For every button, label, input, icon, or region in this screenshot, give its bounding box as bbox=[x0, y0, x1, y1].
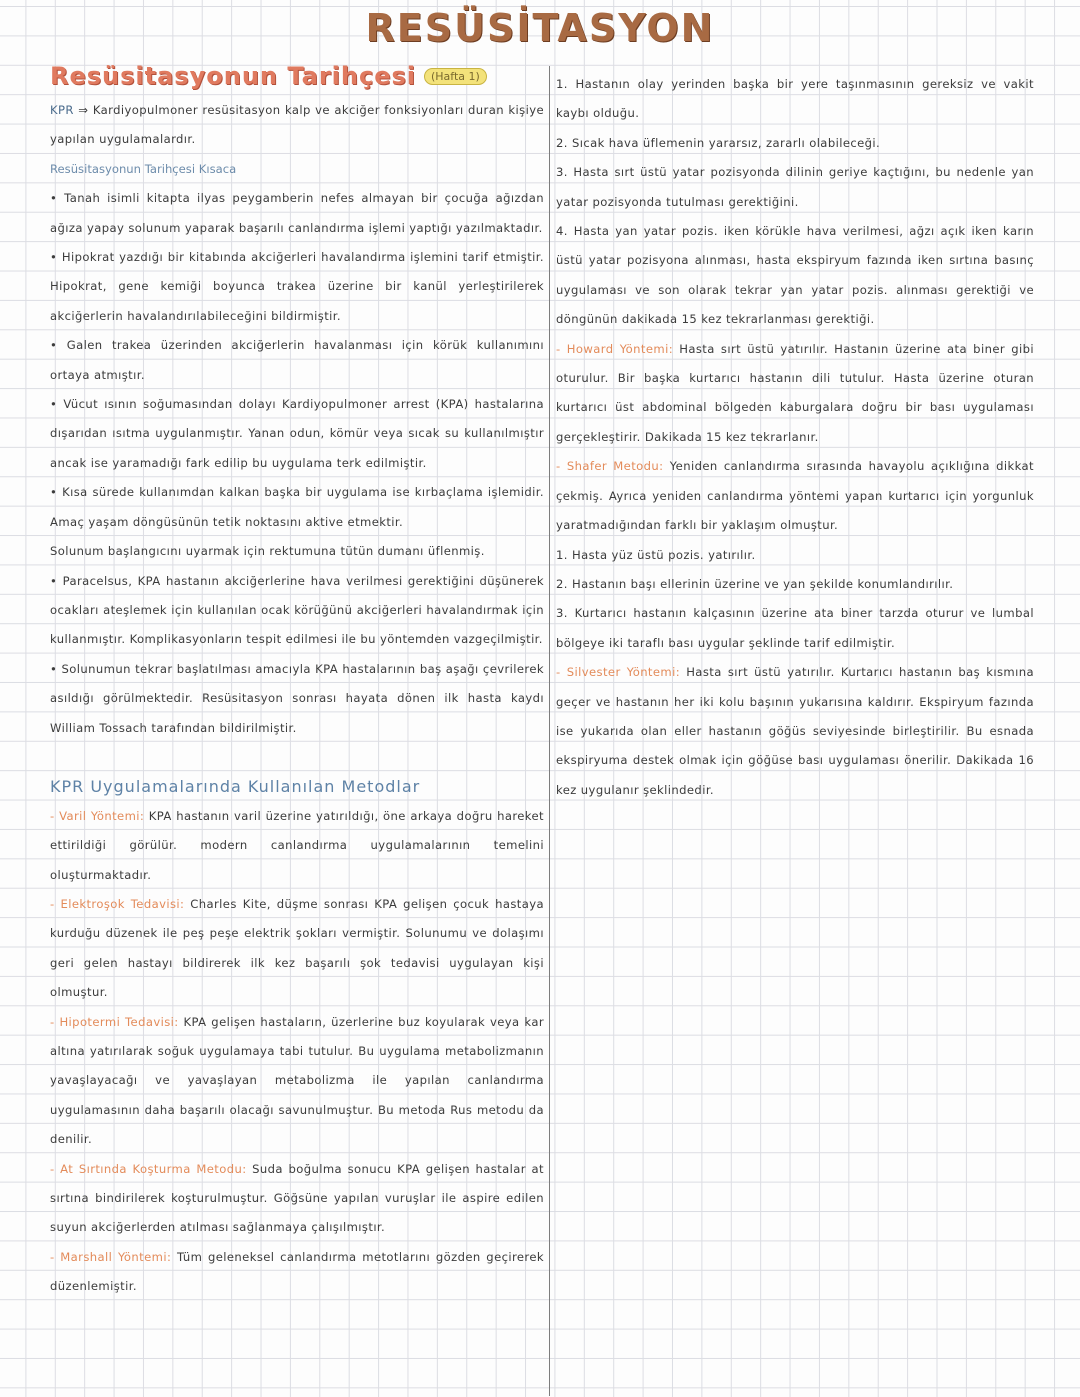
history-subheading: Resüsitasyonun Tarihçesi Kısaca bbox=[50, 161, 237, 176]
method-item bbox=[50, 1008, 544, 1155]
right-column bbox=[556, 60, 1034, 805]
history-item: • Solunumun tekrar başlatılması amacıyla KPA hastalarının baş aşağı çevrilerek asıldığı görülmektedir. Resüsitasyon sonrası hayata dönen ilk hasta kaydı William Tossach tarafından bildirilmiştir. bbox=[50, 661, 544, 735]
shafer-step: 1. Hasta yüz üstü pozis. yatırılır. bbox=[556, 547, 756, 562]
history-item: • Hipokrat yazdığı bir kitabında akciğerleri havalandırma işlemini tarif etmiştir. Hipokrat, gene kemiği boyunca trakea üzerine bir kanül yerleştirilerek akciğerlerin havalandırılabileceğini bildirmiştir. bbox=[50, 250, 544, 323]
page-title: RESÜSİTASYON bbox=[365, 6, 715, 50]
method-text: KPA gelişen hastaların, üzerlerine buz koyularak veya kar altına yatırılarak soğuk uygulamaya tabi tutulur. Bu uygulama metabolizmanın yavaşlayacağı ve yavaşlayan metabolizma ile yapılan canlandırma uygulamasının daha başarılı olacağı savunulmuştur. Bu metoda Rus metodu da denilir. bbox=[50, 1014, 544, 1147]
method-term: - Marshall Yöntemi: bbox=[50, 1249, 172, 1264]
method-text: KPA hastanın varil üzerine yatırıldığı, öne arkaya doğru hareket ettirildiği görülür. modern canlandırma uygulamalarının temelini oluşturmaktadır. bbox=[50, 808, 544, 882]
method-item bbox=[556, 658, 1034, 805]
method-item bbox=[50, 890, 544, 1008]
history-item: • Paracelsus, KPA hastanın akciğerlerine hava verilmesi gerektiğini düşünerek ocakları ateşlemek için kullanılan ocak körüğünü akciğerleri havalandırmak için kullanmıştır. Komplikasyonların tespit edilmesi ile bu yöntemden vazgeçilmiştir. bbox=[50, 573, 544, 647]
method-text: Hasta sırt üstü yatırılır. Kurtarıcı hastanın baş kısmına geçer ve hastanın her iki kolu başının yukarısına kaldırır. Ekspiryum fazında ise yukarıda olan eller hastanın göğüs seviyesinde birleştirilir. Bu esnada ekspiryuma destek olmak için göğüse bası uygulaması önerilir. Dakikada 16 kez uygulanır şeklindedir. bbox=[556, 665, 1035, 797]
method-item bbox=[50, 1243, 544, 1302]
column-divider bbox=[549, 66, 550, 1396]
method-text: Yeniden canlandırma sırasında havayolu açıklığına dikkat çekmiş. Ayrıca yeniden canlandırma yöntemi yapan kurtarıcı için yorgunluk yaratmadığından farklı bir yaklaşım olmuştur. bbox=[556, 459, 1034, 533]
kpr-abbreviation: KPR bbox=[50, 103, 74, 117]
history-item: • Vücut ısının soğumasından dolayı Kardiyopulmoner arrest (KPA) hastalarına dışarıdan ısıtma uygulanmıştır. Yanan odun, kömür veya sıcak su kullanılmıştır ancak ise yaramadığı fark edilip bu uygulama terk edilmiştir. bbox=[50, 397, 544, 470]
method-text: Hasta sırt üstü yatırılır. Hastanın üzerine ata biner gibi oturulur. Bir başka kurtarıcı hastanın dili tutulur. Hasta üzerine oturan kurtarıcı üst abdominal bölgeden kaburgalara doğru bir bası uygulaması gerçekleştirir. Dakikada 15 kez tekrarlanır. bbox=[556, 341, 1034, 444]
method-text: Tüm geleneksel canlandırma metotlarını gözden geçirerek düzenlemiştir. bbox=[50, 1249, 544, 1294]
method-term: - Silvester Yöntemi: bbox=[556, 665, 681, 680]
shafer-step: 3. Kurtarıcı hastanın kalçasının üzerine ata biner tarzda oturur ve lumbal bölgeye iki taraflı bası uygular şeklinde tarif edilmiştir. bbox=[556, 606, 1034, 650]
shafer-step: 2. Hastanın başı ellerinin üzerine ve yan şekilde konumlandırılır. bbox=[556, 576, 954, 591]
methods-heading: KPR Uygulamalarında Kullanılan Metodlar bbox=[50, 777, 421, 797]
method-text: Suda boğulma sonucu KPA gelişen hastalar at sırtına bindirilerek koşturulmuştur. Göğsüne yapılan vuruşlar ile aspire edilen suyun akciğerlerden atılması sağlanmaya çalışılmıştır. bbox=[50, 1161, 544, 1235]
numbered-item: 4. Hasta yan yatar pozis. iken körükle hava verilmesi, ağzı açık iken karın üstü yatar pozisyona alınması, hasta ekspiryum fazında iken sırtına basınç uygulaması ve son olarak tekrar yan yatar pozis. alınması gerektiği ve döngünün dakikada 15 kez tekrarlanması gerektiği. bbox=[556, 224, 1034, 327]
method-term: - Varil Yöntemi: bbox=[50, 808, 145, 823]
section-header bbox=[50, 60, 544, 92]
spacer bbox=[50, 743, 544, 772]
left-column bbox=[50, 60, 544, 1302]
method-item bbox=[50, 1155, 544, 1243]
method-term: - Elektroşok Tedavisi: bbox=[50, 896, 185, 911]
method-term: - At Sırtında Koşturma Metodu: bbox=[50, 1161, 247, 1176]
history-item: • Kısa sürede kullanımdan kalkan başka bir uygulama ise kırbaçlama işlemidir. Amaç yaşam döngüsünün tetik noktasını aktive etmektir. bbox=[50, 485, 544, 529]
method-item bbox=[556, 452, 1034, 540]
main-heading: Resüsitasyonun Tarihçesi bbox=[50, 62, 416, 90]
intro-text: ⇒ Kardiyopulmoner resüsitasyon kalp ve akciğer fonksiyonları duran kişiye yapılan uygulamalardır. bbox=[50, 103, 544, 147]
method-term: - Shafer Metodu: bbox=[556, 459, 664, 474]
method-text: Charles Kite, düşme sonrası KPA gelişen çocuk hastaya kurduğu düzenek ile peş peşe elektrik şokları vermiştir. Solunumu ve dolaşımı geri gelen hastayı bildirerek ilk kez başarılı şok tedavisi uygulayan kişi olmuştur. bbox=[50, 896, 544, 1000]
numbered-item: 1. Hastanın olay yerinden başka bir yere taşınmasının gereksiz ve vakit kaybı olduğu. bbox=[556, 77, 1034, 121]
numbered-item: 3. Hasta sırt üstü yatar pozisyonda dilinin geriye kaçtığını, bu nedenle yan yatar pozisyonda tutulması gerektiğini. bbox=[556, 165, 1034, 209]
method-item bbox=[556, 335, 1034, 453]
method-term: - Howard Yöntemi: bbox=[556, 341, 673, 356]
method-term: - Hipotermi Tedavisi: bbox=[50, 1014, 179, 1029]
method-item bbox=[50, 802, 544, 890]
intro-paragraph bbox=[50, 96, 544, 155]
history-item: • Galen trakea üzerinden akciğerlerin havalanması için körük kullanımını ortaya atmıştır. bbox=[50, 338, 544, 382]
week-badge: (Hafta 1) bbox=[424, 68, 487, 85]
numbered-item: 2. Sıcak hava üflemenin yararsız, zararlı olabileceği. bbox=[556, 135, 881, 150]
history-item: Solunum başlangıcını uyarmak için rektumuna tütün dumanı üflenmiş. bbox=[50, 544, 485, 559]
history-item: • Tanah isimli kitapta ilyas peygamberin nefes almayan bir çocuğa ağızdan ağıza yapay solunum yaparak başarılı canlandırma işlemi yaptığı yazılmaktadır. bbox=[50, 191, 544, 235]
